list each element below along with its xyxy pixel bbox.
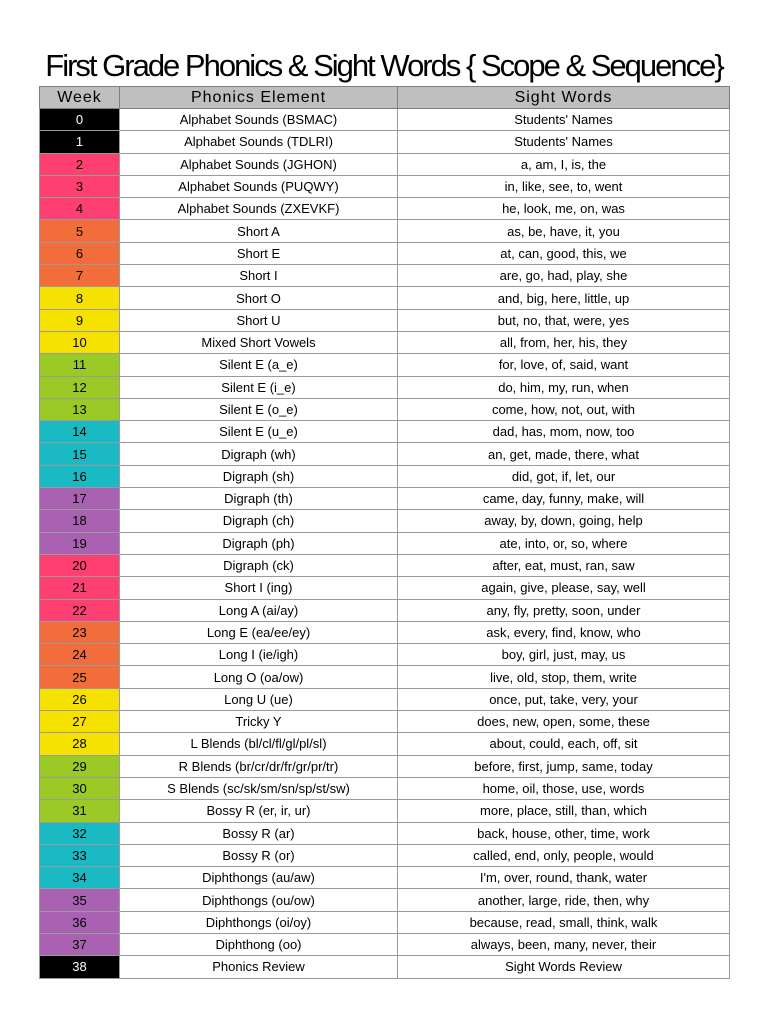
table-row [40, 175, 730, 197]
phonics-element: Short O [120, 287, 398, 309]
phonics-element: Long U (ue) [120, 688, 398, 710]
phonics-element: Alphabet Sounds (TDLRI) [120, 131, 398, 153]
week-number: 7 [40, 265, 120, 287]
table-row [40, 688, 730, 710]
phonics-element: Diphthongs (oi/oy) [120, 911, 398, 933]
phonics-element: Silent E (i_e) [120, 376, 398, 398]
week-number: 22 [40, 599, 120, 621]
week-number: 13 [40, 398, 120, 420]
table-row [40, 331, 730, 353]
week-number: 3 [40, 175, 120, 197]
sight-words: ask, every, find, know, who [398, 621, 730, 643]
table-row [40, 465, 730, 487]
phonics-element: Bossy R (er, ir, ur) [120, 800, 398, 822]
table-row [40, 755, 730, 777]
week-number: 4 [40, 198, 120, 220]
sight-words: home, oil, those, use, words [398, 777, 730, 799]
phonics-element: Short I (ing) [120, 577, 398, 599]
table-row [40, 354, 730, 376]
week-number: 36 [40, 911, 120, 933]
week-number: 8 [40, 287, 120, 309]
sight-words: back, house, other, time, work [398, 822, 730, 844]
sight-words: because, read, small, think, walk [398, 911, 730, 933]
sight-words: more, place, still, than, which [398, 800, 730, 822]
week-number: 28 [40, 733, 120, 755]
sight-words: boy, girl, just, may, us [398, 644, 730, 666]
week-number: 20 [40, 554, 120, 576]
sight-words: dad, has, mom, now, too [398, 421, 730, 443]
table-row [40, 777, 730, 799]
sight-words: a, am, I, is, the [398, 153, 730, 175]
sight-words: for, love, of, said, want [398, 354, 730, 376]
week-number: 38 [40, 956, 120, 978]
phonics-element: R Blends (br/cr/dr/fr/gr/pr/tr) [120, 755, 398, 777]
phonics-element: Diphthongs (au/aw) [120, 867, 398, 889]
phonics-element: Phonics Review [120, 956, 398, 978]
week-number: 24 [40, 644, 120, 666]
sight-words: came, day, funny, make, will [398, 488, 730, 510]
table-row [40, 242, 730, 264]
phonics-element: Alphabet Sounds (JGHON) [120, 153, 398, 175]
sight-words: after, eat, must, ran, saw [398, 554, 730, 576]
header-sight-words: Sight Words [398, 87, 730, 109]
table-row [40, 733, 730, 755]
sight-words: about, could, each, off, sit [398, 733, 730, 755]
phonics-element: Diphthong (oo) [120, 933, 398, 955]
table-row [40, 644, 730, 666]
phonics-element: Short U [120, 309, 398, 331]
sight-words: Sight Words Review [398, 956, 730, 978]
table-row [40, 911, 730, 933]
table-row [40, 309, 730, 331]
table-row [40, 220, 730, 242]
table-row [40, 109, 730, 131]
week-number: 1 [40, 131, 120, 153]
phonics-element: Silent E (u_e) [120, 421, 398, 443]
sight-words: another, large, ride, then, why [398, 889, 730, 911]
week-number: 27 [40, 711, 120, 733]
table-row [40, 153, 730, 175]
week-number: 37 [40, 933, 120, 955]
header-phonics-element: Phonics Element [120, 87, 398, 109]
table-row [40, 666, 730, 688]
sight-words: in, like, see, to, went [398, 175, 730, 197]
week-number: 35 [40, 889, 120, 911]
table-header-row [40, 87, 730, 109]
phonics-element: Bossy R (or) [120, 844, 398, 866]
table-row [40, 265, 730, 287]
table-body [40, 109, 730, 979]
phonics-element: Mixed Short Vowels [120, 331, 398, 353]
sight-words: once, put, take, very, your [398, 688, 730, 710]
table-row [40, 822, 730, 844]
phonics-element: L Blends (bl/cl/fl/gl/pl/sl) [120, 733, 398, 755]
phonics-element: Short A [120, 220, 398, 242]
week-number: 21 [40, 577, 120, 599]
week-number: 15 [40, 443, 120, 465]
sight-words: all, from, her, his, they [398, 331, 730, 353]
sight-words: live, old, stop, them, write [398, 666, 730, 688]
week-number: 14 [40, 421, 120, 443]
week-number: 2 [40, 153, 120, 175]
table-row [40, 599, 730, 621]
phonics-element: Silent E (o_e) [120, 398, 398, 420]
phonics-element: Long O (oa/ow) [120, 666, 398, 688]
week-number: 5 [40, 220, 120, 242]
sight-words: an, get, made, there, what [398, 443, 730, 465]
sight-words: called, end, only, people, would [398, 844, 730, 866]
sight-words: are, go, had, play, she [398, 265, 730, 287]
header-week: Week [40, 87, 120, 109]
table-row [40, 510, 730, 532]
sight-words: as, be, have, it, you [398, 220, 730, 242]
table-row [40, 376, 730, 398]
page-title: First Grade Phonics & Sight Words { Scope & Sequence} [45, 48, 723, 83]
sight-words: come, how, not, out, with [398, 398, 730, 420]
phonics-element: Short I [120, 265, 398, 287]
table-row [40, 198, 730, 220]
phonics-element: Diphthongs (ou/ow) [120, 889, 398, 911]
week-number: 30 [40, 777, 120, 799]
table-row [40, 621, 730, 643]
phonics-element: S Blends (sc/sk/sm/sn/sp/st/sw) [120, 777, 398, 799]
sight-words: and, big, here, little, up [398, 287, 730, 309]
table-row [40, 844, 730, 866]
phonics-element: Digraph (th) [120, 488, 398, 510]
table-row [40, 889, 730, 911]
week-number: 29 [40, 755, 120, 777]
sight-words: away, by, down, going, help [398, 510, 730, 532]
sight-words: at, can, good, this, we [398, 242, 730, 264]
sight-words: did, got, if, let, our [398, 465, 730, 487]
phonics-element: Digraph (ch) [120, 510, 398, 532]
week-number: 9 [40, 309, 120, 331]
table-row [40, 867, 730, 889]
sight-words: but, no, that, were, yes [398, 309, 730, 331]
week-number: 19 [40, 532, 120, 554]
table-row [40, 398, 730, 420]
phonics-element: Short E [120, 242, 398, 264]
week-number: 25 [40, 666, 120, 688]
phonics-element: Digraph (sh) [120, 465, 398, 487]
sight-words: do, him, my, run, when [398, 376, 730, 398]
table-row [40, 956, 730, 978]
phonics-element: Tricky Y [120, 711, 398, 733]
sight-words: ate, into, or, so, where [398, 532, 730, 554]
week-number: 16 [40, 465, 120, 487]
phonics-element: Long I (ie/igh) [120, 644, 398, 666]
sight-words: Students' Names [398, 109, 730, 131]
scope-sequence-table [39, 86, 730, 979]
week-number: 23 [40, 621, 120, 643]
sight-words: any, fly, pretty, soon, under [398, 599, 730, 621]
phonics-element: Alphabet Sounds (BSMAC) [120, 109, 398, 131]
table-row [40, 554, 730, 576]
table-row [40, 443, 730, 465]
table-row [40, 800, 730, 822]
phonics-element: Alphabet Sounds (PUQWY) [120, 175, 398, 197]
phonics-element: Digraph (wh) [120, 443, 398, 465]
week-number: 11 [40, 354, 120, 376]
week-number: 32 [40, 822, 120, 844]
phonics-element: Long E (ea/ee/ey) [120, 621, 398, 643]
week-number: 34 [40, 867, 120, 889]
sight-words: Students' Names [398, 131, 730, 153]
table-row [40, 711, 730, 733]
phonics-element: Long A (ai/ay) [120, 599, 398, 621]
phonics-element: Digraph (ck) [120, 554, 398, 576]
table-row [40, 933, 730, 955]
phonics-element: Silent E (a_e) [120, 354, 398, 376]
table-row [40, 488, 730, 510]
table-row [40, 131, 730, 153]
week-number: 10 [40, 331, 120, 353]
sight-words: before, first, jump, same, today [398, 755, 730, 777]
table-row [40, 287, 730, 309]
phonics-element: Digraph (ph) [120, 532, 398, 554]
sight-words: again, give, please, say, well [398, 577, 730, 599]
table-row [40, 532, 730, 554]
sight-words: I'm, over, round, thank, water [398, 867, 730, 889]
sight-words: he, look, me, on, was [398, 198, 730, 220]
table-row [40, 421, 730, 443]
week-number: 26 [40, 688, 120, 710]
week-number: 31 [40, 800, 120, 822]
week-number: 18 [40, 510, 120, 532]
week-number: 6 [40, 242, 120, 264]
week-number: 33 [40, 844, 120, 866]
phonics-element: Bossy R (ar) [120, 822, 398, 844]
week-number: 12 [40, 376, 120, 398]
sight-words: always, been, many, never, their [398, 933, 730, 955]
sight-words: does, new, open, some, these [398, 711, 730, 733]
week-number: 17 [40, 488, 120, 510]
week-number: 0 [40, 109, 120, 131]
table-row [40, 577, 730, 599]
phonics-element: Alphabet Sounds (ZXEVKF) [120, 198, 398, 220]
